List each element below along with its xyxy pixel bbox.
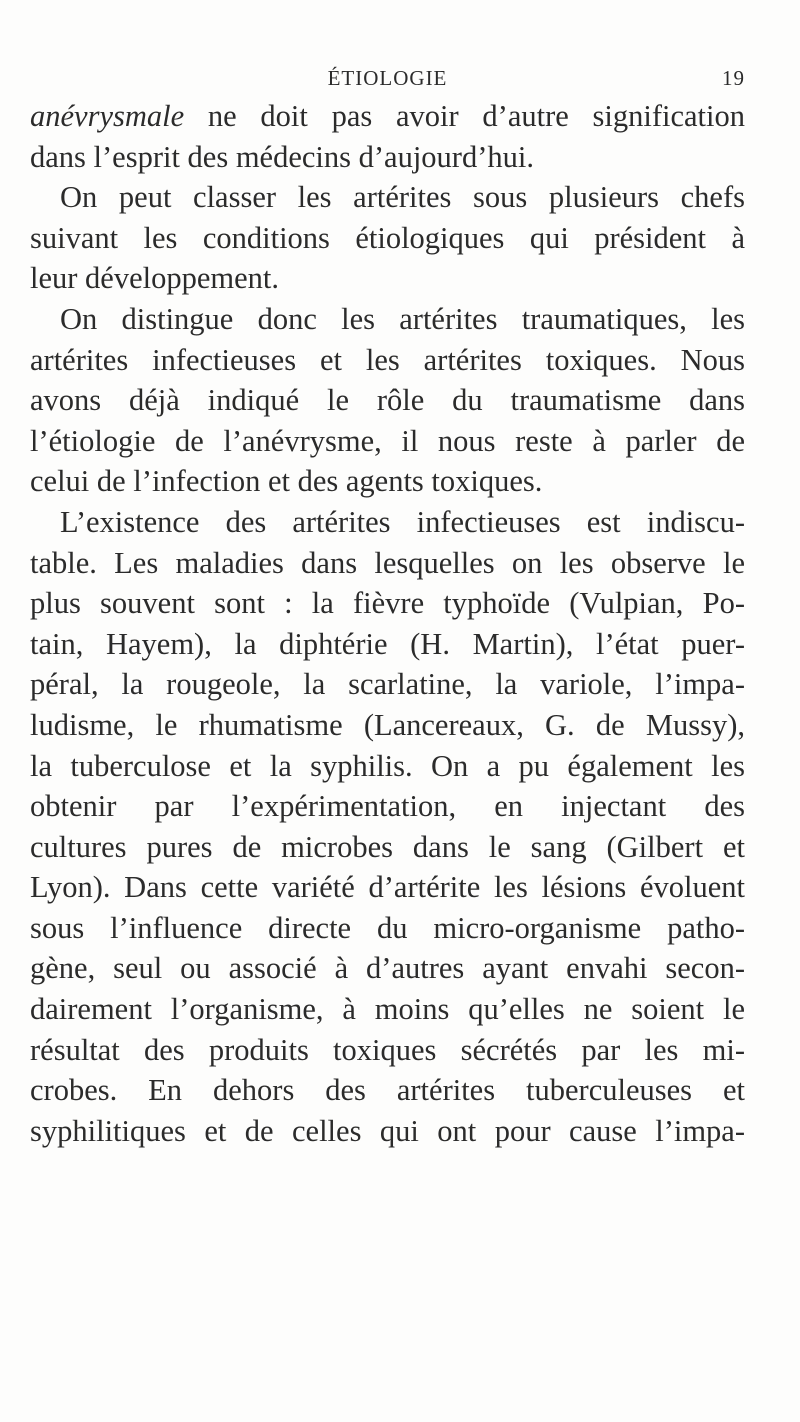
text-line [30,218,745,259]
page-number: 19 [722,66,745,90]
line-text: avons déjà indiqué le rôle du traumatisme dans [30,383,745,418]
text-line [30,786,745,827]
running-title: ÉTIOLOGIE [327,66,448,90]
text-line [30,664,745,705]
line-text: syphilitiques et de celles qui ont pour cause l’impa- [30,1113,745,1148]
line-text: obtenir par l’expérimentation, en injectant des [30,789,745,824]
text-line [30,461,745,502]
text-line [30,624,745,665]
text-line [30,1030,745,1071]
line-text: résultat des produits toxiques sécrétés par les mi- [30,1032,745,1067]
text-line [30,96,745,137]
line-text: cultures pures de microbes dans le sang (Gilbert et [30,829,745,864]
page-header [30,66,745,96]
line-text: On distingue donc les artérites traumatiques, les [60,301,745,336]
text-line [30,948,745,989]
text-line [30,1111,745,1152]
text-line [30,908,745,949]
line-text: leur développement. [30,261,279,296]
line-text: Lyon). Dans cette variété d’artérite les lésions évoluent [30,870,745,905]
line-text: table. Les maladies dans lesquelles on les observe le [30,545,745,580]
line-text: On peut classer les artérites sous plusieurs chefs [60,180,745,215]
line-text: L’existence des artérites infectieuses est indiscu- [60,504,745,539]
text-line [30,827,745,868]
text-line [30,989,745,1030]
text-line [30,177,745,218]
text-line [30,583,745,624]
text-line [30,299,745,340]
line-text: ne doit pas avoir d’autre signification [184,99,745,133]
line-text: gène, seul ou associé à d’autres ayant envahi secon- [30,951,745,986]
line-text: suivant les conditions étiologiques qui président à [30,220,745,255]
line-text: dairement l’organisme, à moins qu’elles ne soient le [30,992,745,1027]
line-text: sous l’influence directe du micro-organisme patho- [30,910,745,945]
line-text: ludisme, le rhumatisme (Lancereaux, G. de Mussy), [30,707,745,742]
line-text: péral, la rougeole, la scarlatine, la variole, l’impa- [30,667,745,702]
text-line [30,258,745,299]
line-text: tain, Hayem), la diphtérie (H. Martin), l’état puer- [30,626,745,661]
text-line [30,340,745,381]
line-text: la tuberculose et la syphilis. On a pu également les [30,748,745,783]
text-line [30,746,745,787]
text-line [30,380,745,421]
text-line [30,867,745,908]
text-line [30,1070,745,1111]
text-line [30,137,745,178]
line-text: artérites infectieuses et les artérites toxiques. Nous [30,342,745,377]
line-text: plus souvent sont : la fièvre typhoïde (Vulpian, Po- [30,586,745,621]
text-line [30,543,745,584]
text-line [30,421,745,462]
italic-word: anévrysmale [30,99,185,133]
line-text: crobes. En dehors des artérites tuberculeuses et [30,1073,745,1108]
line-text: l’étiologie de l’anévrysme, il nous reste à parler de [30,423,745,458]
body-text [30,96,745,1151]
line-text: dans l’esprit des médecins d’aujourd’hui. [30,139,534,174]
text-line [30,502,745,543]
text-line [30,705,745,746]
line-text: celui de l’infection et des agents toxiques. [30,464,543,499]
